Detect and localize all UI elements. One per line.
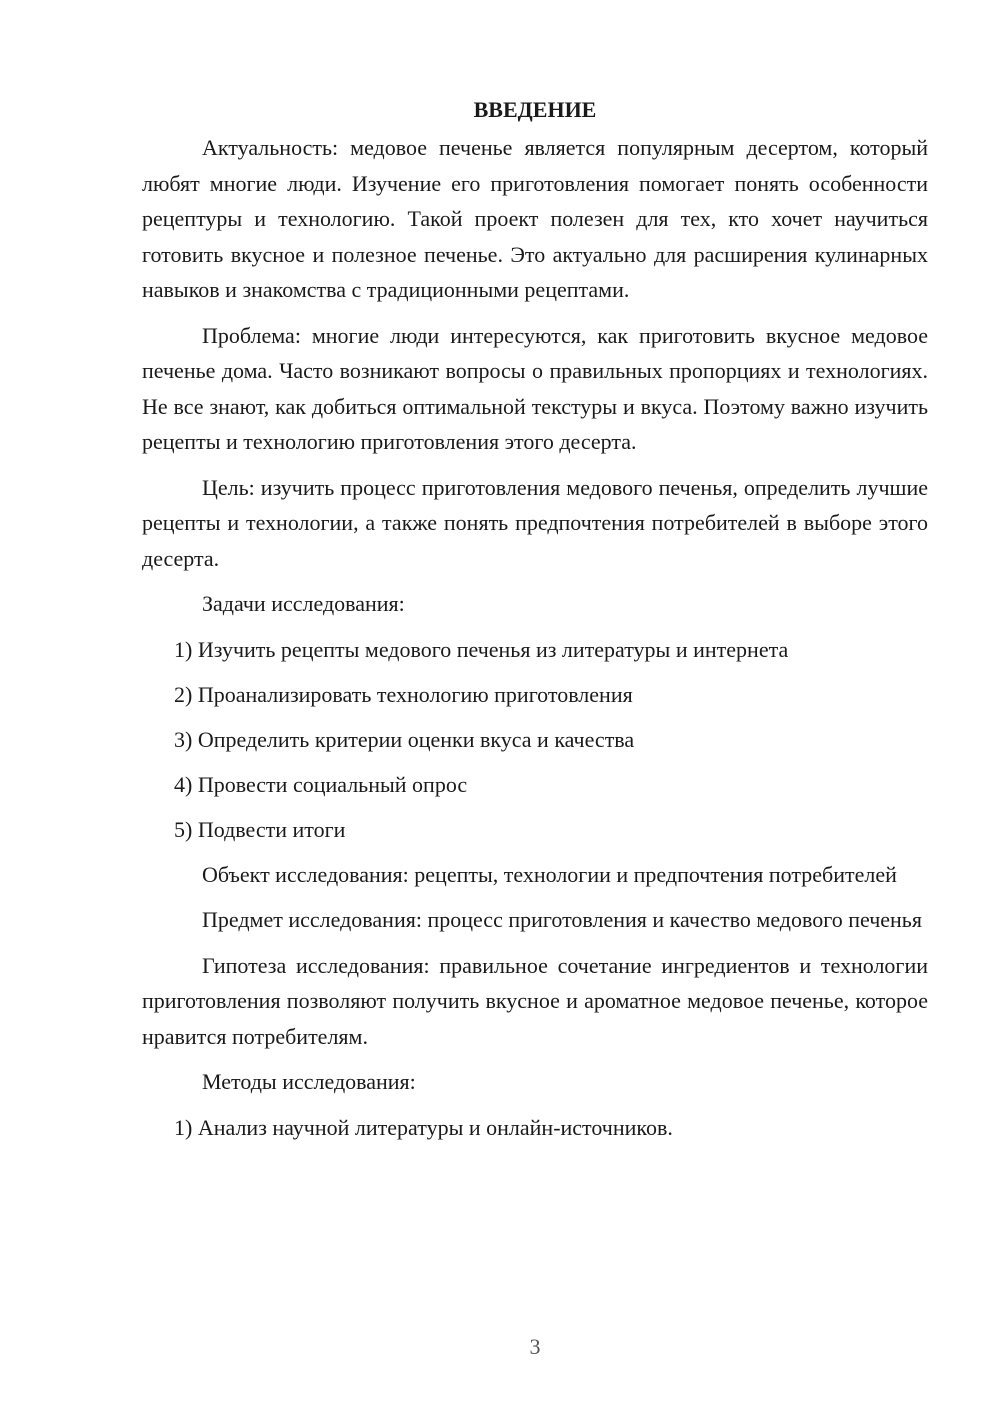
relevance-paragraph: Актуальность: медовое печенье является популярным десертом, который любят многие люди. Изучение его приготовления помогает понять особенности рецептуры и технологию. Такой проект полезен для тех, кто хочет научиться готовить вкусное и полезное печенье. Это актуально для расширения кулинарных навыков и знакомства с традиционными рецептами. xyxy=(142,135,928,302)
subject-paragraph: Предмет исследования: процесс приготовления и качество медового печенья xyxy=(202,907,922,932)
page-number: 3 xyxy=(529,1334,541,1359)
task-item: 1) Изучить рецепты медового печенья из литературы и интернета xyxy=(174,636,789,662)
task-item: 3) Определить критерии оценки вкуса и качества xyxy=(174,726,635,752)
task-item: 2) Проанализировать технологию приготовления xyxy=(174,681,633,707)
hypothesis-paragraph: Гипотеза исследования: правильное сочетание ингредиентов и технологии приготовления позволяют получить вкусное и ароматное медовое печенье, которое нравится потребителям. xyxy=(142,952,928,1049)
tasks-heading: Задачи исследования: xyxy=(202,591,405,616)
method-item: 1) Анализ научной литературы и онлайн-источников. xyxy=(174,1114,673,1140)
object-paragraph: Объект исследования: рецепты, технологии и предпочтения потребителей xyxy=(202,861,897,887)
document-page xyxy=(142,92,928,1155)
task-item: 5) Подвести итоги xyxy=(174,816,346,842)
task-item: 4) Провести социальный опрос xyxy=(174,771,468,797)
section-heading: ВВЕДЕНИЕ xyxy=(473,97,597,122)
goal-paragraph: Цель: изучить процесс приготовления медового печенья, определить лучшие рецепты и технологии, а также понять предпочтения потребителей в выборе этого десерта. xyxy=(142,474,928,571)
methods-heading: Методы исследования: xyxy=(202,1069,416,1094)
problem-paragraph: Проблема: многие люди интересуются, как приготовить вкусное медовое печенье дома. Часто возникают вопросы о правильных пропорциях и технологиях. Не все знают, как добиться оптимальной текстуры и вкуса. Поэтому важно изучить рецепты и технологию приготовления этого десерта. xyxy=(142,322,928,454)
